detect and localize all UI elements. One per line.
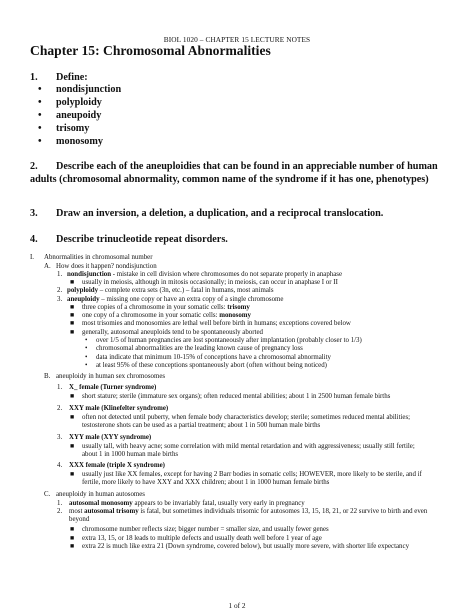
- outline-item: 2. most autosomal trisomy is fatal, but sometimes individuals trisomic for autosomes 13, 15, 18, 21, or 22 survive to birth and even beyond: [57, 508, 428, 523]
- define-term: • polyploidy: [38, 97, 102, 108]
- bullet-icon: •: [38, 110, 42, 121]
- outline-item: 1. nondisjunction - mistake in cell division where chromosomes do not separate properly in anaphase: [57, 271, 343, 278]
- bullet-icon: ■: [70, 526, 75, 533]
- bullet-icon: ■: [70, 329, 75, 336]
- bullet-icon: •: [38, 136, 42, 147]
- bullet-icon: ■: [70, 543, 75, 550]
- bullet-icon: ■: [70, 320, 75, 327]
- bullet-icon: •: [85, 337, 88, 344]
- bullet-icon: ■: [70, 414, 75, 421]
- outline-subbullet: • data indicate that minimum 10-15% of conceptions have a chromosomal abnormality: [85, 354, 331, 361]
- outline-subbullet: • at least 95% of these conceptions spontaneously abort (often without being noticed): [85, 362, 327, 369]
- page-title: Chapter 15: Chromosomal Abnormalities: [30, 43, 271, 58]
- outline-bullet: ■ usually in meiosis, although in mitosis occasionally; in meiosis, can occur in anaphase I or II: [70, 279, 338, 286]
- question-number: 1.: [30, 72, 38, 83]
- outline-bullet: ■ extra 22 is much like extra 21 (Down syndrome, covered below), but usually more severe, with shorter life expectancy: [70, 543, 410, 550]
- define-term: • trisomy: [38, 123, 90, 134]
- bullet-icon: ■: [70, 471, 75, 478]
- question-number: 4.: [30, 234, 38, 245]
- question-text: Draw an inversion, a deletion, a duplication, and a reciprocal translocation.: [56, 208, 384, 219]
- bullet-icon: •: [38, 84, 42, 95]
- outline-bullet: ■ most trisomies and monosomies are lethal well before birth in humans; exceptions covered below: [70, 320, 351, 327]
- define-term: • nondisjunction: [38, 84, 122, 95]
- outline-item: B. aneuploidy in human sex chromosomes: [44, 373, 166, 380]
- question-2: [30, 160, 448, 186]
- bullet-icon: •: [85, 354, 88, 361]
- question-3: [30, 207, 448, 220]
- outline-subbullet: • over 1/5 of human pregnancies are lost spontaneously after implantation (probably closer to 1/3): [85, 337, 362, 344]
- outline-item: I. Abnormalities in chromosomal number: [30, 254, 153, 261]
- outline-bullet: ■ generally, autosomal aneuploids tend to be spontaneously aborted: [70, 329, 263, 336]
- outline-item: 1. X_ female (Turner syndrome): [57, 384, 157, 391]
- outline-bullet: ■ short stature; sterile (immature sex organs); often reduced mental abilities; about 1 in 2500 human female births: [70, 393, 391, 400]
- question-text: Define:: [56, 72, 88, 83]
- define-term: • monosomy: [38, 136, 103, 147]
- bullet-icon: ■: [70, 279, 75, 286]
- question-text: Describe each of the aneuploidies that can be found in an appreciable number of human adults (chromosomal abnormality, common name of the syndrome if it has one, phenotypes): [30, 161, 438, 185]
- outline-item: 3. aneuploidy – missing one copy or have an extra copy of a single chromosome: [57, 296, 284, 303]
- outline-item: 1. autosomal monosomy appears to be invariably fatal, usually very early in pregnancy: [57, 500, 305, 507]
- outline-bullet: ■ chromosome number reflects size; bigger number = smaller size, and usually fewer genes: [70, 526, 329, 533]
- bullet-icon: ■: [70, 312, 75, 319]
- bullet-icon: •: [38, 97, 42, 108]
- outline-item: 2. XXY male (Klinefelter syndrome): [57, 405, 169, 412]
- page-number: 1 of 2: [228, 601, 246, 610]
- bullet-icon: ■: [70, 393, 75, 400]
- outline-item: 4. XXX female (triple X syndrome): [57, 462, 165, 469]
- outline-subbullet: • chromosomal abnormalities are the leading known cause of pregnancy loss: [85, 345, 303, 352]
- outline-bullet: ■ three copies of a chromosome in your somatic cells: trisomy: [70, 304, 250, 311]
- bullet-icon: ■: [70, 443, 75, 450]
- outline-item: 3. XYY male (XYY syndrome): [57, 434, 152, 441]
- outline-bullet: ■ usually just like XX females, except for having 2 Barr bodies in somatic cells; HOWEVER, more likely to be sterile, and if fertile, more likely to have XXY and XXX children; about 1 in 1000 human female births: [70, 471, 422, 486]
- question-text: Describe trinucleotide repeat disorders.: [56, 234, 228, 245]
- question-4: [30, 233, 448, 246]
- bullet-icon: •: [85, 345, 88, 352]
- question-1: [30, 71, 448, 84]
- outline-item: A. How does it happen? nondisjunction: [44, 263, 157, 270]
- question-number: 2.: [30, 161, 38, 172]
- question-number: 3.: [30, 208, 38, 219]
- outline-item: C. aneuploidy in human autosomes: [44, 491, 145, 498]
- outline-bullet: ■ one copy of a chromosome in your somatic cells: monosomy: [70, 312, 251, 319]
- outline-bullet: ■ often not detected until puberty, when female body characteristics develop; sterile; sometimes reduced mental abilities; testosterone shots can be used as a partial treatment; about 1 in 500 human male births: [70, 414, 411, 429]
- bullet-icon: •: [38, 123, 42, 134]
- outline-bullet: ■ usually tall, with heavy acne; some correlation with mild mental retardation and with aggressiveness; usually still fertile; about 1 in 1000 human male births: [70, 443, 415, 458]
- document-header: BIOL 1020 – CHAPTER 15 LECTURE NOTES: [163, 35, 311, 44]
- bullet-icon: •: [85, 362, 88, 369]
- bullet-icon: ■: [70, 535, 75, 542]
- outline-item: 2. polyploidy – complete extra sets (3n, etc.) – fatal in humans, most animals: [57, 287, 274, 294]
- define-term: • aneupoidy: [38, 110, 102, 121]
- outline-bullet: ■ extra 13, 15, or 18 leads to multiple defects and usually death well before 1 year of age: [70, 535, 322, 542]
- bullet-icon: ■: [70, 304, 75, 311]
